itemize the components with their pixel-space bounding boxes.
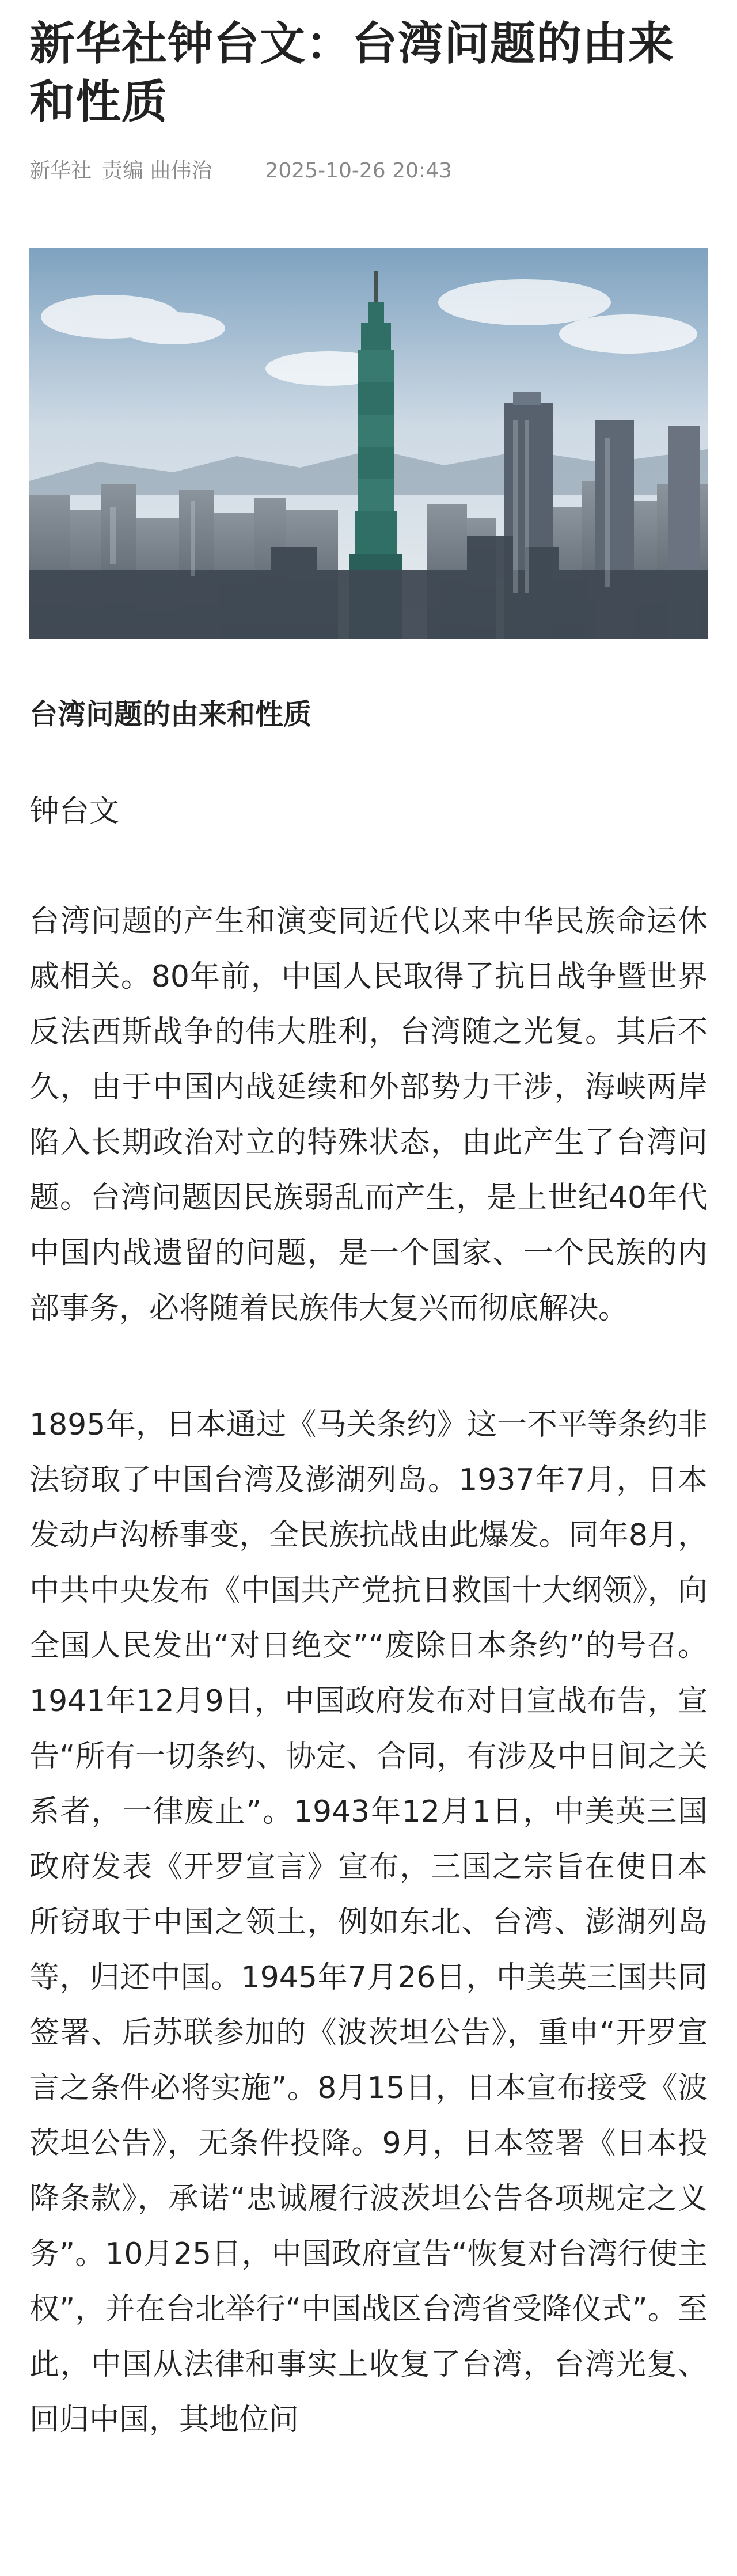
article-meta [29, 158, 708, 184]
article-subheading: 台湾问题的由来和性质 [29, 698, 312, 731]
source-label: 新华社 [29, 159, 92, 183]
article-author: 钟台文 [29, 794, 120, 829]
city-skyline-illustration [29, 248, 708, 639]
editor-label: 责编 曲伟治 [102, 159, 212, 183]
article-body [29, 695, 708, 2448]
publish-datetime: 2025-10-26 20:43 [265, 159, 452, 183]
hero-image [29, 248, 708, 639]
article-paragraph: 1895年，日本通过《马关条约》这一不平等条约非法窃取了中国台湾及澎湖列岛。1937年7月，日本发动卢沟桥事变，全民族抗战由此爆发。同年8月，中共中央发布《中国共产党抗日救国十大纲领》，向全国人民发出“对日绝交”“废除日本条约”的号召。1941年12月9日，中国政府发布对日宣战布告，宣告“所有一切条约、协定、合同，有涉及中日间之关系者，一律废止”。1943年12月1日，中美英三国政府发表《开罗宣言》宣布，三国之宗旨在使日本所窃取于中国之领土，例如东北、台湾、澎湖列岛等，归还中国。1945年7月26日，中美英三国共同签署、后苏联参加的《波茨坦公告》，重申“开罗宣言之条件必将实施”。8月15日，日本宣布接受《波茨坦公告》，无条件投降。9月，日本签署《日本投降条款》，承诺“忠诚履行波茨坦公告各项规定之义务”。10月25日，中国政府宣告“恢复对台湾行使主权”，并在台北举行“中国战区台湾省受降仪式”。至此，中国从法律和事实上收复了台湾，台湾光复、回归中国，其地位问 [29, 1407, 708, 2437]
bottom-fade-overlay [0, 2524, 737, 2576]
article-title: 新华社钟台文：台湾问题的由来和性质 [29, 17, 674, 128]
article-paragraph: 台湾问题的产生和演变同近代以来中华民族命运休戚相关。80年前，中国人民取得了抗日战争暨世界反法西斯战争的伟大胜利，台湾随之光复。其后不久，由于中国内战延续和外部势力干涉，海峡两岸陷入长期政治对立的特殊状态，由此产生了台湾问题。台湾问题因民族弱乱而产生，是上世纪40年代中国内战遗留的问题，是一个国家、一个民族的内部事务，必将随着民族伟大复兴而彻底解决。 [29, 904, 708, 1326]
